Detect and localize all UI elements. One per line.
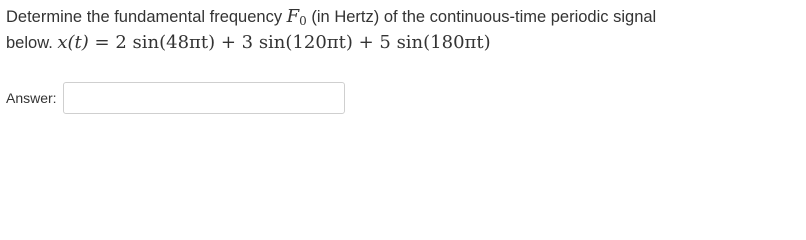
answer-row — [6, 82, 345, 114]
formula-equals: = — [88, 32, 116, 53]
formula-rhs: 2 sin(48πt) + 3 sin(120πt) + 5 sin(180πt) — [115, 32, 491, 53]
frequency-symbol-base: F — [286, 6, 300, 27]
signal-formula — [57, 32, 490, 53]
question-line-2 — [6, 32, 802, 54]
question-line-1 — [6, 6, 802, 32]
question-intro: Determine the fundamental frequency — [6, 8, 287, 26]
question-after-symbol: (in Hertz) of the continuous-time periodic signal — [306, 8, 657, 26]
answer-input[interactable] — [63, 82, 345, 114]
frequency-symbol-subscript: 0 — [299, 14, 307, 28]
question-text — [6, 6, 802, 54]
frequency-symbol — [287, 6, 307, 27]
question-line2-prefix: below. — [6, 34, 58, 52]
answer-label: Answer: — [6, 90, 57, 106]
formula-lhs: x(t) — [57, 32, 89, 53]
